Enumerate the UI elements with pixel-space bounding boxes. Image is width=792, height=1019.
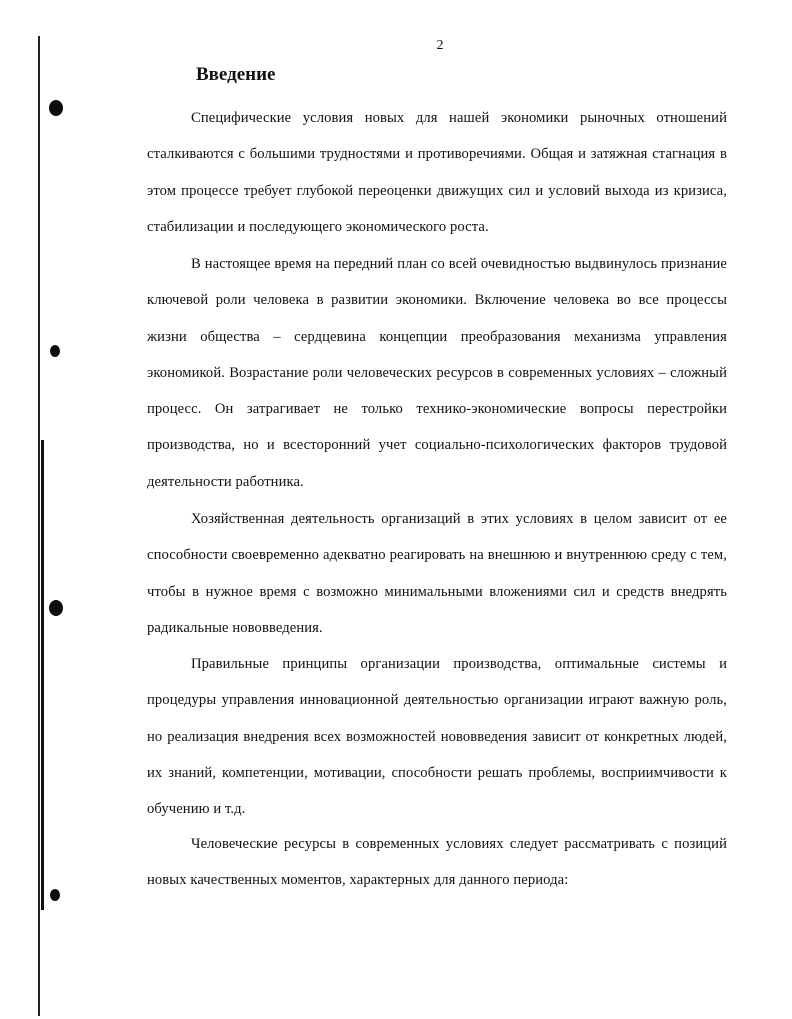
punch-hole-mark xyxy=(50,889,60,901)
page-number: 2 xyxy=(436,38,444,53)
punch-hole-mark xyxy=(49,100,63,116)
paragraph: В настоящее время на передний план со всей очевидностью выдвинулось признание ключевой роли человека в развитии экономики. Включение человека во все процессы жизни общества – сердцевина концепции преобразования механизма управления экономикой. Возрастание роли человеческих ресурсов в современных условиях – сложный процесс. Он затрагивает не только технико-экономические вопросы перестройки производства, но и всесторонний учет социально-психологических факторов трудовой деятельности работника. xyxy=(147,256,727,490)
punch-hole-mark xyxy=(49,600,63,616)
paragraph: Человеческие ресурсы в современных условиях следует рассматривать с позиций новых качественных моментов, характерных для данного периода: xyxy=(147,836,727,889)
paragraph: Правильные принципы организации производства, оптимальные системы и процедуры управления инновационной деятельностью организации играют важную роль, но реализация внедрения всех возможностей нововведения зависит от конкретных людей, их знаний, компетенции, мотивации, способности решать проблемы, восприимчивости к обучению и т.д. xyxy=(147,656,727,818)
paragraph: Специфические условия новых для нашей экономики рыночных отношений сталкиваются с большими трудностями и противоречиями. Общая и затяжная стагнация в этом процессе требует глубокой переоценки движущих сил и условий выхода из кризиса, стабилизации и последующего экономического роста. xyxy=(147,110,727,235)
paragraph: Хозяйственная деятельность организаций в этих условиях в целом зависит от ее способности своевременно адекватно реагировать на внешнюю и внутреннюю среду с тем, чтобы в нужное время с возможно минимальными вложениями сил и средств внедрять радикальные нововведения. xyxy=(147,511,727,636)
binding-edge-line xyxy=(38,36,40,1016)
punch-hole-mark xyxy=(50,345,60,357)
binding-edge-shadow xyxy=(41,440,44,910)
section-heading: Введение xyxy=(196,64,276,85)
